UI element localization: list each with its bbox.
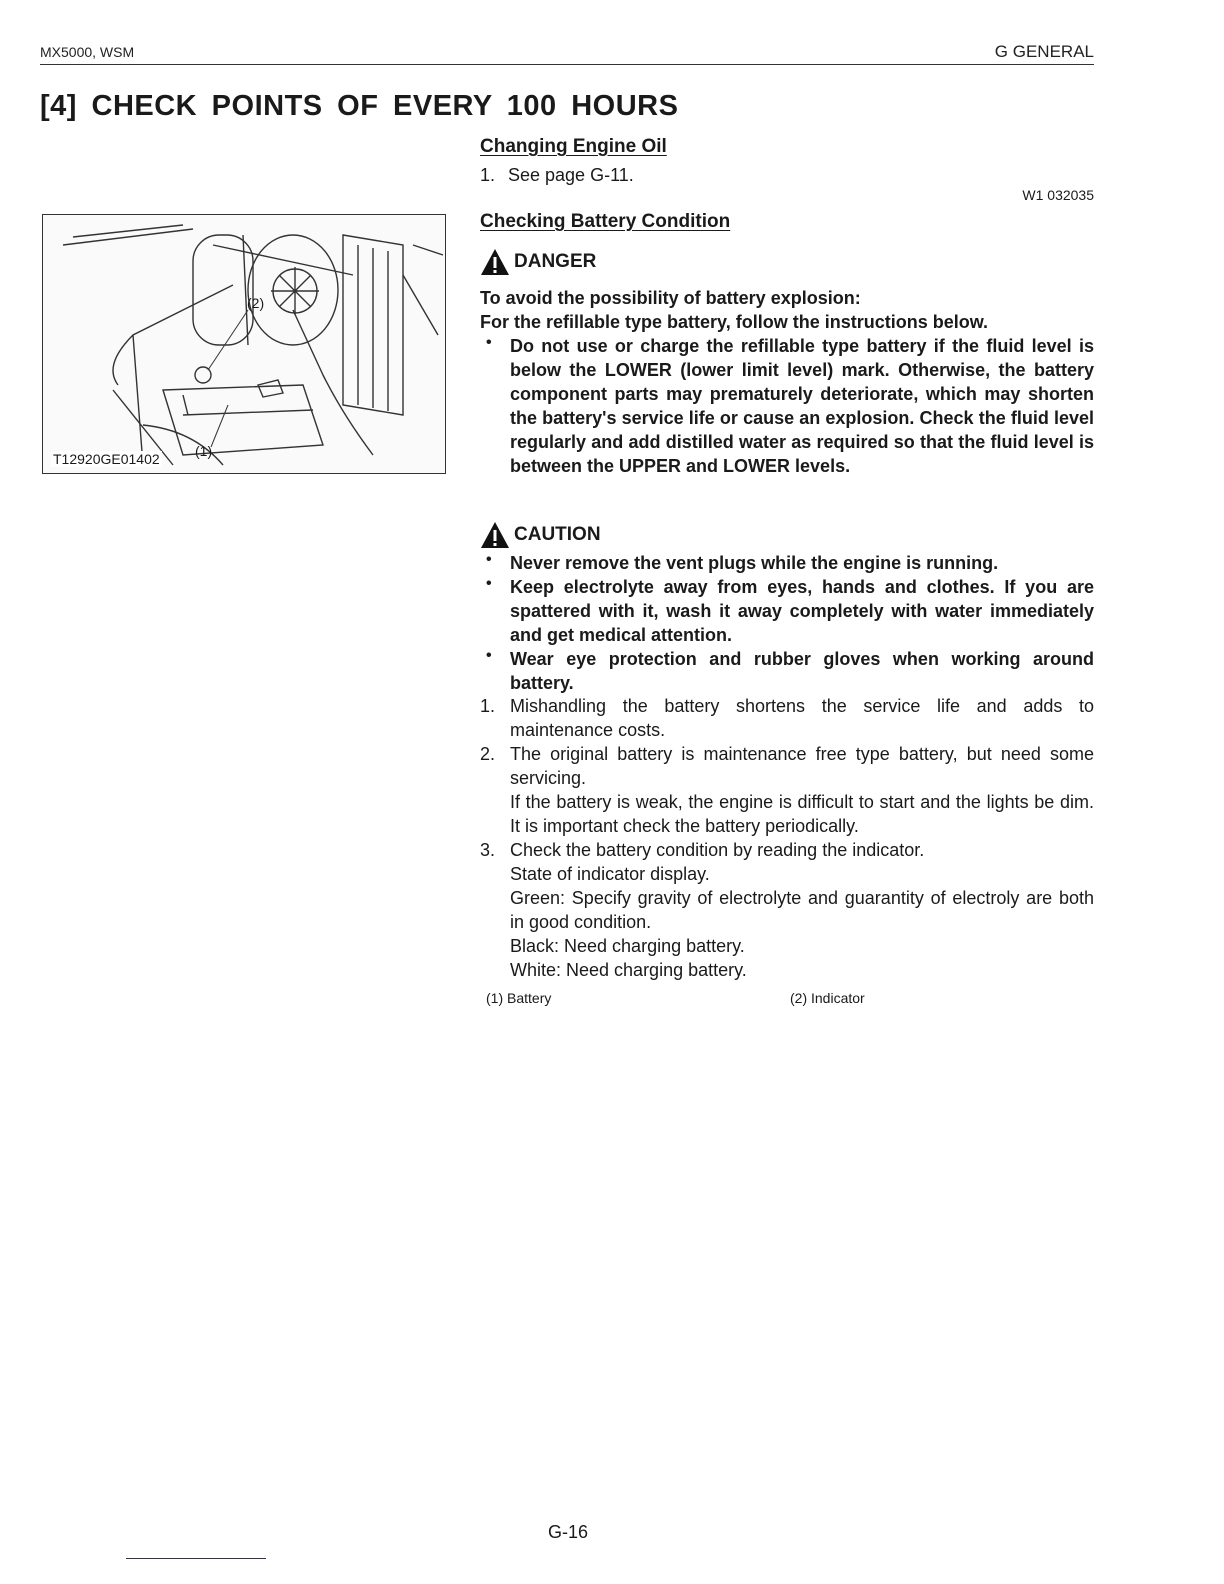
caution-bullet-2-text: Keep electrolyte away from eyes, hands and clothes. If you are spattered with it, wash it away completely with water immediately and get medical attention. bbox=[510, 577, 1094, 645]
caution-bullet-3 bbox=[480, 647, 1094, 695]
caution-bullet-2-dot: • bbox=[486, 575, 492, 592]
section-title: [4] CHECK POINTS OF EVERY 100 HOURS bbox=[40, 90, 679, 122]
caution-bullet-2 bbox=[480, 575, 1094, 647]
caution-bullet-3-dot: • bbox=[486, 647, 492, 664]
battery-step-1-number: 1. bbox=[480, 696, 496, 716]
battery-step-3-number: 3. bbox=[480, 840, 496, 860]
figure-code: T12920GE01402 bbox=[53, 451, 160, 467]
caption-indicator: (2) Indicator bbox=[790, 990, 865, 1006]
indicator-black: Black: Need charging battery. bbox=[510, 936, 745, 956]
caption-battery: (1) Battery bbox=[486, 990, 552, 1006]
oil-step-1-number: 1. bbox=[480, 165, 496, 185]
caution-bullet-1-text: Never remove the vent plugs while the engine is running. bbox=[510, 553, 999, 573]
figure-callout-2: (2) bbox=[247, 295, 265, 311]
danger-bullet bbox=[480, 334, 1094, 478]
caution-bullet-1 bbox=[480, 551, 1094, 575]
battery-step-2 bbox=[480, 742, 1094, 790]
figure-callout-1: (1) bbox=[195, 443, 213, 459]
battery-figure bbox=[42, 214, 446, 474]
engine-illustration bbox=[43, 215, 445, 473]
header-manual-name: MX5000, WSM bbox=[40, 44, 135, 60]
battery-step-1 bbox=[480, 694, 1094, 742]
caution-bullet-1-dot: • bbox=[486, 551, 492, 568]
header-section-name: G GENERAL bbox=[994, 42, 1094, 61]
battery-step-2-number: 2. bbox=[480, 744, 496, 764]
danger-warning-icon bbox=[480, 248, 510, 276]
battery-step-2-note-text: If the battery is weak, the engine is difficult to start and the lights be dim. It is important check the battery periodically. bbox=[510, 792, 1094, 836]
footer-rule bbox=[126, 1558, 266, 1559]
indicator-green: Green: Specify gravity of electrolyte and guarantity of electroly are both in good condition. bbox=[510, 888, 1094, 932]
caution-bullet-3-text: Wear eye protection and rubber gloves when working around battery. bbox=[510, 649, 1094, 693]
battery-step-3 bbox=[480, 838, 1094, 862]
danger-bullet-dot: • bbox=[486, 334, 492, 351]
battery-step-2-note bbox=[480, 790, 1094, 838]
battery-heading: Checking Battery Condition bbox=[480, 211, 731, 232]
danger-line-2: For the refillable type battery, follow the instructions below. bbox=[480, 312, 989, 332]
danger-bullet-text: Do not use or charge the refillable type battery if the fluid level is below the LOWER (lower limit level) mark. Otherwise, the battery component parts may prematurely deteriorate, which may shorten the battery's service life or cause an explosion. Check the fluid level regularly and add distilled water as required so that the fluid level is between the UPPER and LOWER levels. bbox=[510, 336, 1094, 476]
battery-step-3-text: Check the battery condition by reading the indicator. bbox=[510, 840, 925, 860]
header-rule bbox=[40, 64, 1094, 65]
oil-section-code: W1 032035 bbox=[1022, 187, 1094, 203]
indicator-state-heading: State of indicator display. bbox=[510, 864, 710, 884]
battery-step-2-text: The original battery is maintenance free type battery, but need some servicing. bbox=[510, 744, 1094, 788]
battery-step-1-text: Mishandling the battery shortens the service life and adds to maintenance costs. bbox=[510, 696, 1094, 740]
oil-step-1-text: See page G-11. bbox=[508, 165, 634, 185]
caution-label-row bbox=[480, 521, 601, 549]
indicator-white: White: Need charging battery. bbox=[510, 960, 747, 980]
danger-label: DANGER bbox=[514, 251, 597, 272]
danger-label-row bbox=[480, 248, 596, 276]
page-number: G-16 bbox=[548, 1522, 589, 1542]
caution-label: CAUTION bbox=[514, 524, 601, 545]
danger-line-1: To avoid the possibility of battery explosion: bbox=[480, 288, 861, 308]
caution-warning-icon bbox=[480, 521, 510, 549]
oil-step-1 bbox=[480, 163, 1094, 187]
changing-oil-heading: Changing Engine Oil bbox=[480, 136, 667, 157]
